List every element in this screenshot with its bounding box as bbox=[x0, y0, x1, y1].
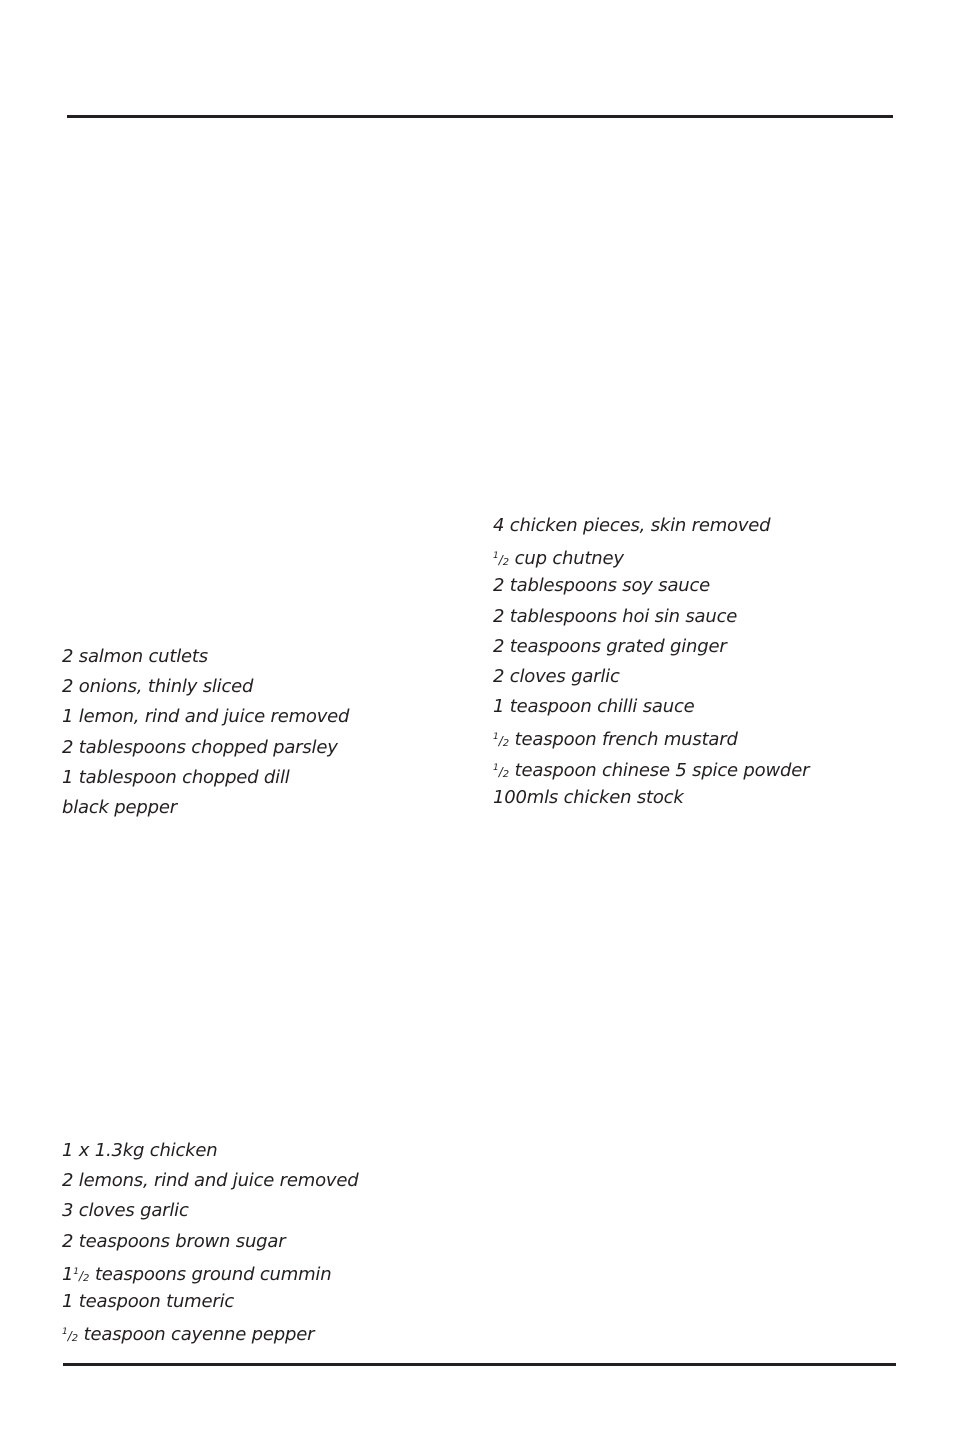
ingredient-item: 2 onions, thinly sliced bbox=[62, 676, 254, 698]
ingredient-item: $^1$/2 teaspoon french mustard bbox=[493, 729, 738, 751]
ingredient-item: $1^1/2$ teaspoons ground cummin bbox=[62, 1263, 332, 1285]
ingredient-item: 1 x 1.3kg chicken bbox=[62, 1140, 218, 1161]
chicken-pieces-ingredient-list bbox=[493, 511, 809, 813]
ingredient-item: 1 teaspoon chilli sauce bbox=[493, 696, 695, 718]
ingredient-item: 4 chicken pieces, skin removed bbox=[493, 515, 771, 536]
ingredient-item: $^1$/2 cup chutney bbox=[493, 548, 624, 570]
ingredient-item: 2 teaspoons brown sugar bbox=[62, 1230, 286, 1252]
top-rule bbox=[67, 115, 893, 118]
ingredient-item: 1 lemon, rind and juice removed bbox=[62, 706, 350, 728]
ingredient-item: 2 tablespoons chopped parsley bbox=[62, 736, 338, 758]
ingredient-item: 2 tablespoons soy sauce bbox=[493, 575, 711, 597]
whole-chicken-ingredient-list bbox=[62, 1136, 358, 1347]
ingredient-item: $^1$/2 teaspoon cayenne pepper bbox=[62, 1324, 315, 1346]
ingredient-item: 1 teaspoon tumeric bbox=[62, 1290, 235, 1312]
ingredient-item: black pepper bbox=[62, 796, 177, 818]
ingredient-item: 1 tablespoon chopped dill bbox=[62, 766, 290, 788]
ingredient-item: $^1$/2 teaspoon chinese 5 spice powder bbox=[493, 759, 810, 781]
salmon-ingredient-list bbox=[62, 642, 349, 823]
ingredient-item: 2 teaspoons grated ginger bbox=[493, 635, 727, 657]
ingredient-item: 2 salmon cutlets bbox=[62, 646, 208, 667]
ingredient-item: 2 lemons, rind and juice removed bbox=[62, 1170, 359, 1192]
ingredient-item: 100mls chicken stock bbox=[493, 786, 684, 808]
bottom-rule bbox=[63, 1363, 896, 1366]
ingredient-item: 3 cloves garlic bbox=[62, 1200, 189, 1222]
ingredient-item: 2 tablespoons hoi sin sauce bbox=[493, 605, 738, 627]
ingredient-item: 2 cloves garlic bbox=[493, 665, 620, 687]
